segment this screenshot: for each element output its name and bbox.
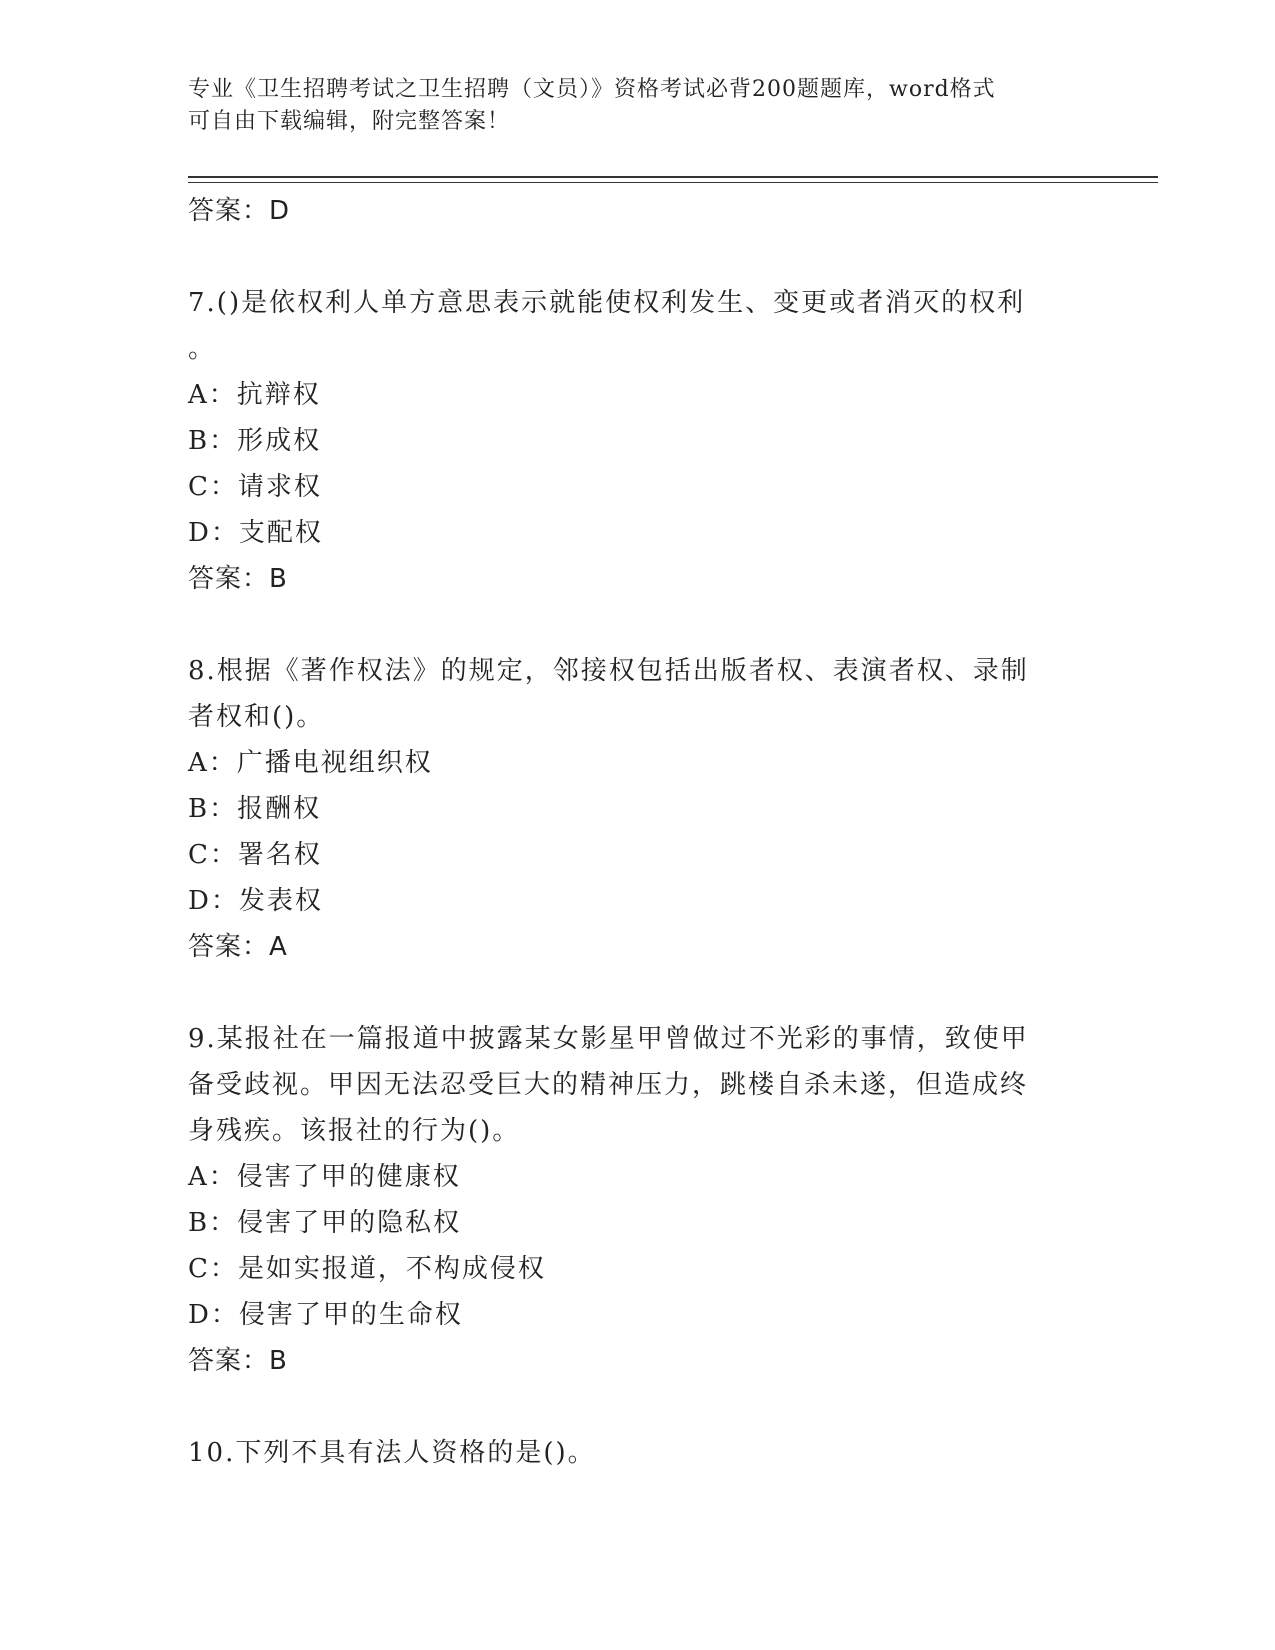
question-text-line: 者权和()。 — [188, 702, 325, 732]
document-header — [188, 74, 1068, 138]
header-divider — [188, 176, 1158, 178]
option-b: B：报酬权 — [188, 794, 322, 824]
answer-line: 答案：B — [188, 564, 288, 594]
option-a: A：侵害了甲的健康权 — [188, 1162, 461, 1192]
question-block — [188, 280, 1068, 602]
header-line-1: 专业《卫生招聘考试之卫生招聘（文员）》资格考试必背200题题库，word格式 — [188, 77, 996, 102]
question-block — [188, 1430, 1068, 1476]
spacer — [188, 602, 1068, 648]
answer-line: 答案：D — [188, 196, 291, 226]
option-a: A：抗辩权 — [188, 380, 321, 410]
question-block — [188, 1016, 1068, 1384]
spacer — [188, 1384, 1068, 1430]
question-block — [188, 648, 1068, 970]
answer-line: 答案：A — [188, 932, 288, 962]
question-text-line: 8.根据《著作权法》的规定，邻接权包括出版者权、表演者权、录制 — [188, 656, 1029, 686]
question-text-line: 身残疾。该报社的行为()。 — [188, 1116, 521, 1146]
question-text-line: 备受歧视。甲因无法忍受巨大的精神压力，跳楼自杀未遂，但造成终 — [188, 1070, 1029, 1100]
option-b: B：侵害了甲的隐私权 — [188, 1208, 462, 1238]
option-c: C：请求权 — [188, 472, 322, 502]
answer-line: 答案：B — [188, 1346, 288, 1376]
spacer — [188, 234, 1068, 280]
option-d: D：侵害了甲的生命权 — [188, 1300, 463, 1330]
header-line-2: 可自由下载编辑，附完整答案！ — [188, 109, 511, 134]
spacer — [188, 970, 1068, 1016]
question-text-line: 。 — [188, 334, 217, 364]
option-a: A：广播电视组织权 — [188, 748, 433, 778]
question-text-line: 10.下列不具有法人资格的是()。 — [188, 1438, 596, 1468]
option-c: C：署名权 — [188, 840, 322, 870]
document-body — [188, 188, 1068, 1476]
option-c: C：是如实报道，不构成侵权 — [188, 1254, 546, 1284]
question-text-line: 7.()是依权利人单方意思表示就能使权利发生、变更或者消灭的权利 — [188, 288, 1026, 318]
header-divider-thin — [188, 182, 1158, 183]
option-d: D：发表权 — [188, 886, 323, 916]
option-b: B：形成权 — [188, 426, 322, 456]
question-text-line: 9.某报社在一篇报道中披露某女影星甲曾做过不光彩的事情，致使甲 — [188, 1024, 1029, 1054]
option-d: D：支配权 — [188, 518, 323, 548]
